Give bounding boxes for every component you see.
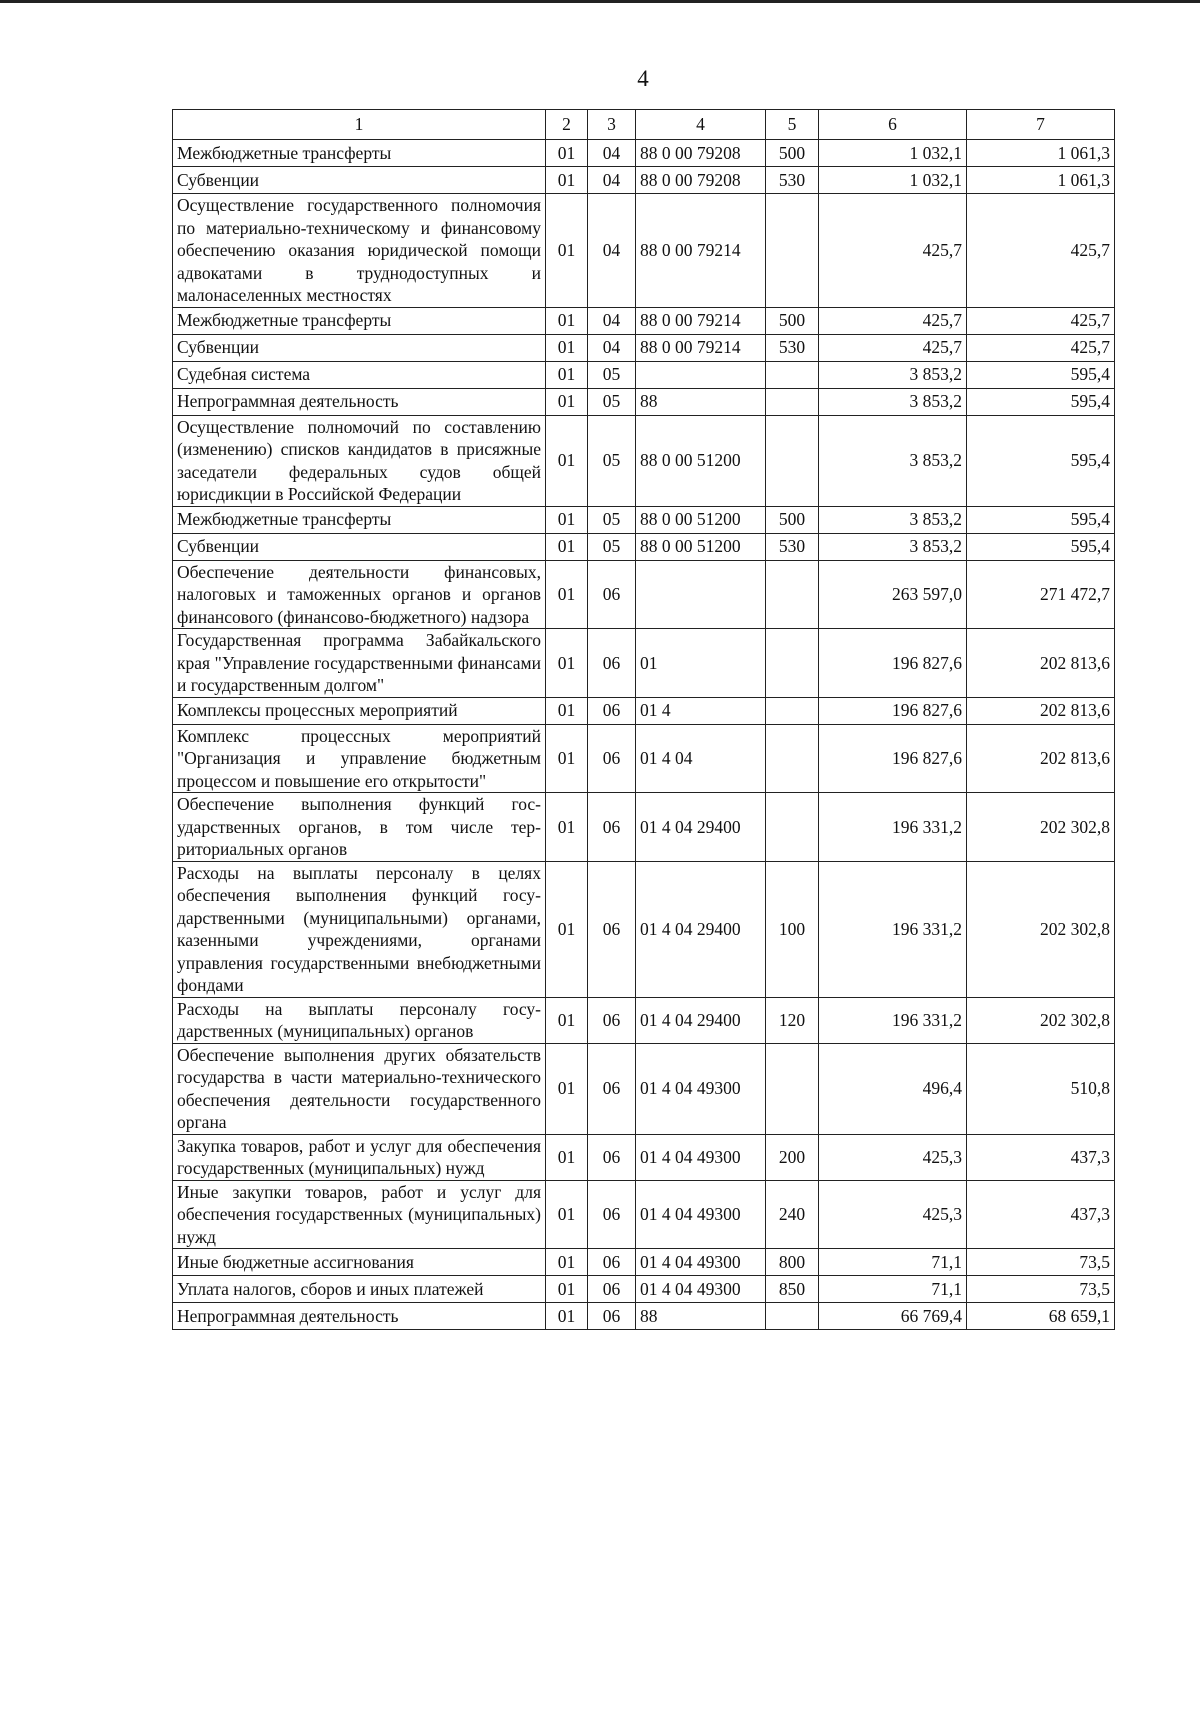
subsection-code: 04 <box>588 140 636 167</box>
section-code: 01 <box>546 1180 588 1249</box>
table-row <box>173 388 1115 415</box>
subsection-code: 04 <box>588 167 636 194</box>
page-number: 4 <box>637 66 649 91</box>
amount-col7: 202 302,8 <box>967 997 1115 1043</box>
amount-col7: 1 061,3 <box>967 140 1115 167</box>
amount-col6: 263 597,0 <box>819 560 967 629</box>
table-row <box>173 861 1115 997</box>
subsection-code: 06 <box>588 560 636 629</box>
target-article-code: 88 0 00 79208 <box>636 167 766 194</box>
column-header: 3 <box>588 110 636 140</box>
amount-col6: 3 853,2 <box>819 388 967 415</box>
target-article-code: 88 0 00 79208 <box>636 140 766 167</box>
amount-col7: 202 813,6 <box>967 629 1115 698</box>
expense-type-code <box>766 194 819 308</box>
amount-col7: 510,8 <box>967 1043 1115 1134</box>
subsection-code: 04 <box>588 194 636 308</box>
amount-col6: 196 827,6 <box>819 629 967 698</box>
section-code: 01 <box>546 629 588 698</box>
amount-col6: 425,7 <box>819 307 967 334</box>
column-header: 2 <box>546 110 588 140</box>
target-article-code: 88 <box>636 388 766 415</box>
amount-col6: 425,7 <box>819 334 967 361</box>
expense-type-code: 530 <box>766 167 819 194</box>
subsection-code: 06 <box>588 629 636 698</box>
table-row <box>173 1043 1115 1134</box>
amount-col7: 202 302,8 <box>967 861 1115 997</box>
table-row <box>173 415 1115 506</box>
item-name: Обеспечение выполнения других обязательств государства в части материально-технического обеспечения деятельности государственного органа <box>173 1043 546 1134</box>
amount-col6: 3 853,2 <box>819 361 967 388</box>
section-code: 01 <box>546 861 588 997</box>
table-row <box>173 1134 1115 1180</box>
expense-type-code: 530 <box>766 334 819 361</box>
item-name: Осуществление полномочий по составлению (изменению) списков кандидатов в присяжные заседатели федеральных судов общей юрисдикции в Российской Федерации <box>173 415 546 506</box>
amount-col6: 196 827,6 <box>819 697 967 724</box>
target-article-code: 88 0 00 79214 <box>636 194 766 308</box>
target-article-code: 01 4 04 49300 <box>636 1276 766 1303</box>
item-name: Субвенции <box>173 334 546 361</box>
amount-col6: 3 853,2 <box>819 506 967 533</box>
target-article-code: 01 4 04 29400 <box>636 997 766 1043</box>
subsection-code: 05 <box>588 533 636 560</box>
target-article-code: 88 0 00 79214 <box>636 334 766 361</box>
section-code: 01 <box>546 415 588 506</box>
table-row <box>173 194 1115 308</box>
amount-col6: 71,1 <box>819 1249 967 1276</box>
amount-col6: 1 032,1 <box>819 140 967 167</box>
top-border-line <box>0 0 1200 3</box>
item-name: Обеспечение деятельности финансовых, налоговых и таможенных органов и органов финансового (финансово-бюджетного) надзора <box>173 560 546 629</box>
column-header: 1 <box>173 110 546 140</box>
section-code: 01 <box>546 1134 588 1180</box>
table-row <box>173 793 1115 862</box>
expense-type-code: 100 <box>766 861 819 997</box>
subsection-code: 06 <box>588 1303 636 1330</box>
section-code: 01 <box>546 194 588 308</box>
section-code: 01 <box>546 793 588 862</box>
table-row <box>173 533 1115 560</box>
expense-type-code <box>766 697 819 724</box>
subsection-code: 05 <box>588 361 636 388</box>
target-article-code: 01 4 04 49300 <box>636 1043 766 1134</box>
subsection-code: 04 <box>588 307 636 334</box>
amount-col7: 595,4 <box>967 388 1115 415</box>
amount-col7: 595,4 <box>967 415 1115 506</box>
amount-col6: 196 331,2 <box>819 861 967 997</box>
expense-type-code: 500 <box>766 140 819 167</box>
amount-col7: 437,3 <box>967 1180 1115 1249</box>
amount-col7: 202 813,6 <box>967 697 1115 724</box>
column-header: 5 <box>766 110 819 140</box>
subsection-code: 06 <box>588 1276 636 1303</box>
item-name: Межбюджетные трансферты <box>173 140 546 167</box>
amount-col7: 271 472,7 <box>967 560 1115 629</box>
header-row <box>173 110 1115 140</box>
target-article-code: 88 0 00 51200 <box>636 533 766 560</box>
target-article-code: 88 0 00 51200 <box>636 415 766 506</box>
table-row <box>173 1249 1115 1276</box>
section-code: 01 <box>546 533 588 560</box>
item-name: Непрограммная деятельность <box>173 388 546 415</box>
table-row <box>173 1303 1115 1330</box>
section-code: 01 <box>546 334 588 361</box>
amount-col7: 425,7 <box>967 334 1115 361</box>
expense-type-code <box>766 415 819 506</box>
target-article-code: 01 4 04 29400 <box>636 793 766 862</box>
expense-type-code <box>766 793 819 862</box>
subsection-code: 06 <box>588 1134 636 1180</box>
target-article-code <box>636 560 766 629</box>
target-article-code: 01 <box>636 629 766 698</box>
item-name: Межбюджетные трансферты <box>173 307 546 334</box>
subsection-code: 05 <box>588 506 636 533</box>
item-name: Закупка товаров, работ и услуг для обеспечения государственных (муниципальных) нужд <box>173 1134 546 1180</box>
section-code: 01 <box>546 1303 588 1330</box>
section-code: 01 <box>546 697 588 724</box>
amount-col6: 3 853,2 <box>819 415 967 506</box>
amount-col6: 196 827,6 <box>819 724 967 793</box>
amount-col7: 595,4 <box>967 533 1115 560</box>
amount-col6: 71,1 <box>819 1276 967 1303</box>
amount-col7: 202 302,8 <box>967 793 1115 862</box>
amount-col7: 73,5 <box>967 1276 1115 1303</box>
section-code: 01 <box>546 506 588 533</box>
table-row <box>173 697 1115 724</box>
column-header: 4 <box>636 110 766 140</box>
item-name: Осуществление государственного полномочия по материально-техническому и финансовому обеспечению оказания юридической помощи адвокатами в труднодоступных и малонаселенных местностях <box>173 194 546 308</box>
item-name: Межбюджетные трансферты <box>173 506 546 533</box>
item-name: Уплата налогов, сборов и иных платежей <box>173 1276 546 1303</box>
section-code: 01 <box>546 997 588 1043</box>
item-name: Иные бюджетные ассигнования <box>173 1249 546 1276</box>
amount-col6: 196 331,2 <box>819 793 967 862</box>
amount-col6: 66 769,4 <box>819 1303 967 1330</box>
expense-type-code: 850 <box>766 1276 819 1303</box>
table-row <box>173 307 1115 334</box>
section-code: 01 <box>546 1249 588 1276</box>
subsection-code: 06 <box>588 697 636 724</box>
section-code: 01 <box>546 724 588 793</box>
item-name: Комплексы процессных мероприятий <box>173 697 546 724</box>
target-article-code: 01 4 04 <box>636 724 766 793</box>
section-code: 01 <box>546 1276 588 1303</box>
expense-type-code: 500 <box>766 506 819 533</box>
item-name: Судебная система <box>173 361 546 388</box>
amount-col6: 196 331,2 <box>819 997 967 1043</box>
target-article-code <box>636 361 766 388</box>
subsection-code: 06 <box>588 1180 636 1249</box>
expense-type-code: 500 <box>766 307 819 334</box>
target-article-code: 88 0 00 79214 <box>636 307 766 334</box>
table-row <box>173 1180 1115 1249</box>
target-article-code: 88 <box>636 1303 766 1330</box>
item-name: Расходы на выплаты персоналу в целях обеспечения выполнения функций государственными (муниципальными) органами, казенными учреждениями, органами управления государственными внебюджетными фондами <box>173 861 546 997</box>
expense-type-code: 800 <box>766 1249 819 1276</box>
table-row <box>173 334 1115 361</box>
table-row <box>173 997 1115 1043</box>
expense-type-code <box>766 361 819 388</box>
item-name: Государственная программа Забайкальского края "Управление государственными финансами и государственным долгом" <box>173 629 546 698</box>
amount-col7: 595,4 <box>967 506 1115 533</box>
expense-type-code <box>766 560 819 629</box>
item-name: Иные закупки товаров, работ и услуг для обеспечения государственных (муниципальных) нужд <box>173 1180 546 1249</box>
column-header: 6 <box>819 110 967 140</box>
target-article-code: 01 4 04 49300 <box>636 1134 766 1180</box>
subsection-code: 05 <box>588 388 636 415</box>
section-code: 01 <box>546 361 588 388</box>
subsection-code: 06 <box>588 793 636 862</box>
section-code: 01 <box>546 560 588 629</box>
amount-col7: 437,3 <box>967 1134 1115 1180</box>
target-article-code: 01 4 04 49300 <box>636 1180 766 1249</box>
table-row <box>173 560 1115 629</box>
amount-col6: 496,4 <box>819 1043 967 1134</box>
table-row <box>173 1276 1115 1303</box>
expense-type-code <box>766 724 819 793</box>
amount-col6: 3 853,2 <box>819 533 967 560</box>
table-row <box>173 629 1115 698</box>
item-name: Обеспечение выполнения функций государственных органов, в том числе территориальных органов <box>173 793 546 862</box>
target-article-code: 01 4 04 29400 <box>636 861 766 997</box>
subsection-code: 06 <box>588 1043 636 1134</box>
item-name: Комплекс процессных мероприятий "Организация и управление бюджетным процессом и повышение его открытости" <box>173 724 546 793</box>
expense-type-code: 240 <box>766 1180 819 1249</box>
section-code: 01 <box>546 307 588 334</box>
expense-type-code: 200 <box>766 1134 819 1180</box>
subsection-code: 04 <box>588 334 636 361</box>
target-article-code: 01 4 <box>636 697 766 724</box>
expense-type-code <box>766 388 819 415</box>
expense-type-code: 120 <box>766 997 819 1043</box>
amount-col6: 425,3 <box>819 1134 967 1180</box>
section-code: 01 <box>546 167 588 194</box>
table-row <box>173 361 1115 388</box>
amount-col6: 425,7 <box>819 194 967 308</box>
target-article-code: 01 4 04 49300 <box>636 1249 766 1276</box>
item-name: Субвенции <box>173 533 546 560</box>
section-code: 01 <box>546 388 588 415</box>
section-code: 01 <box>546 140 588 167</box>
amount-col7: 425,7 <box>967 307 1115 334</box>
amount-col7: 73,5 <box>967 1249 1115 1276</box>
subsection-code: 06 <box>588 997 636 1043</box>
target-article-code: 88 0 00 51200 <box>636 506 766 533</box>
budget-table <box>172 109 1115 1330</box>
amount-col6: 425,3 <box>819 1180 967 1249</box>
item-name: Расходы на выплаты персоналу государственных (муниципальных) органов <box>173 997 546 1043</box>
subsection-code: 06 <box>588 724 636 793</box>
amount-col7: 595,4 <box>967 361 1115 388</box>
expense-type-code <box>766 1043 819 1134</box>
subsection-code: 06 <box>588 1249 636 1276</box>
amount-col7: 425,7 <box>967 194 1115 308</box>
amount-col7: 1 061,3 <box>967 167 1115 194</box>
item-name: Непрограммная деятельность <box>173 1303 546 1330</box>
expense-type-code <box>766 1303 819 1330</box>
table-row <box>173 506 1115 533</box>
amount-col7: 202 813,6 <box>967 724 1115 793</box>
item-name: Субвенции <box>173 167 546 194</box>
amount-col7: 68 659,1 <box>967 1303 1115 1330</box>
subsection-code: 06 <box>588 861 636 997</box>
table-row <box>173 724 1115 793</box>
expense-type-code: 530 <box>766 533 819 560</box>
expense-type-code <box>766 629 819 698</box>
table-row <box>173 167 1115 194</box>
section-code: 01 <box>546 1043 588 1134</box>
amount-col6: 1 032,1 <box>819 167 967 194</box>
subsection-code: 05 <box>588 415 636 506</box>
table-row <box>173 140 1115 167</box>
column-header: 7 <box>967 110 1115 140</box>
